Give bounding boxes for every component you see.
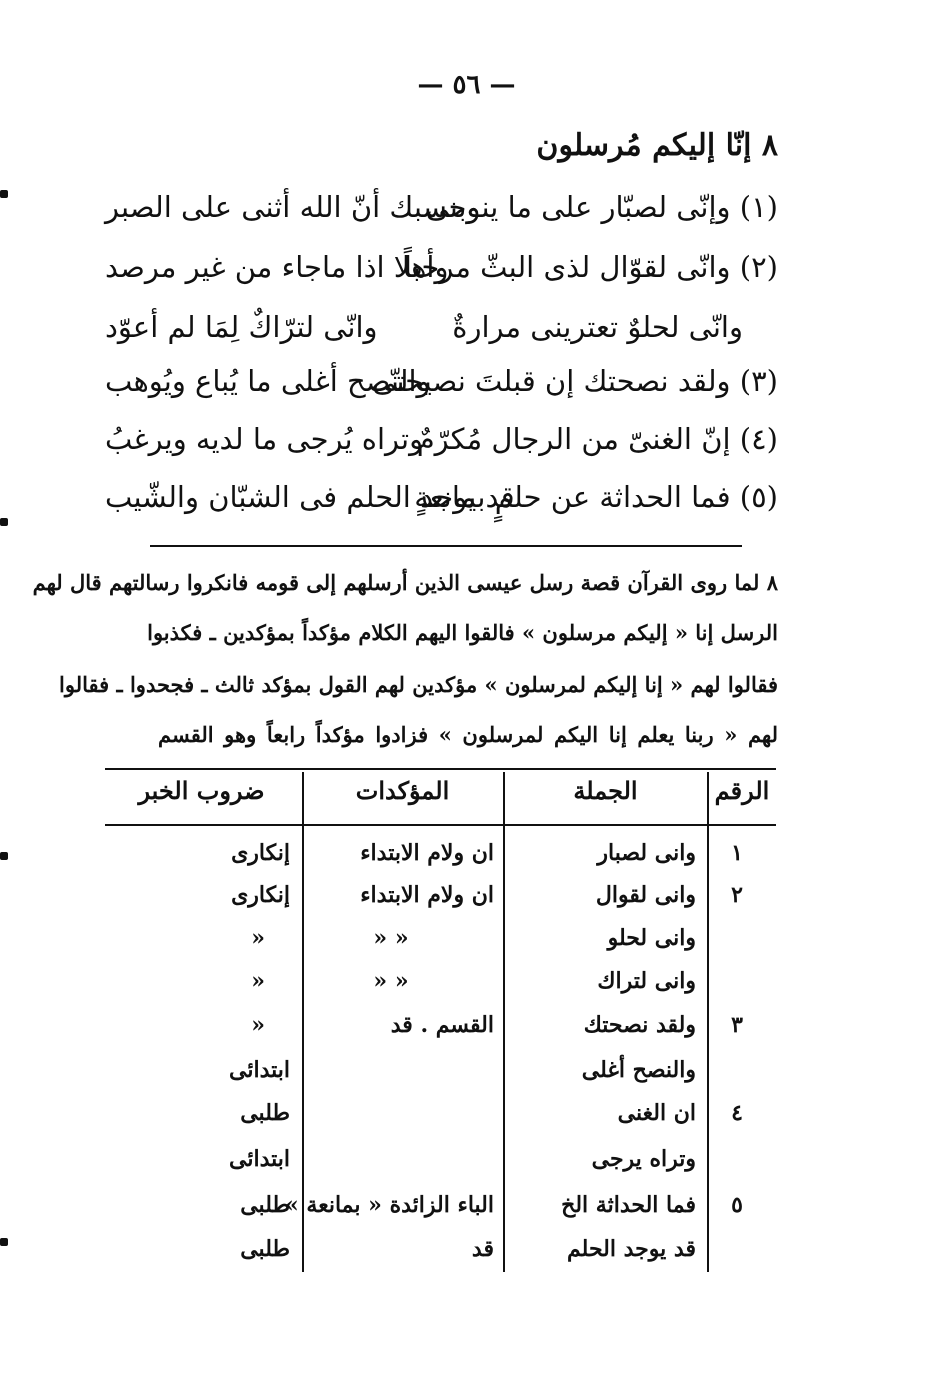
row-sentence: وانى لتراك	[597, 968, 696, 994]
page-edge-mark	[0, 852, 8, 860]
row-type: إنكارى	[231, 882, 290, 908]
row-type: «	[251, 968, 265, 994]
row-num: ٥	[731, 1192, 743, 1218]
poem-line-right: وانّى لحلوٌ تعترينى مرارةٌ	[452, 310, 743, 344]
row-emphasis: « «	[373, 925, 409, 951]
poem-line-right: (١) وإنّى لصبّار على ما ينوبنى	[425, 190, 778, 224]
poem-line-left: والنّصح أغلى ما يُباع ويُوهب	[105, 364, 431, 398]
row-sentence: ولقد نصحتك	[583, 1012, 696, 1038]
row-emphasis: الباء الزائدة « بمانعة »	[285, 1192, 494, 1218]
row-sentence: وانى لقوال	[595, 882, 696, 908]
header-emphasis: المؤكدات	[355, 776, 450, 805]
poem-line-right: (٤) إنّ الغنىّ من الرجال مُكرّمٌ	[416, 422, 778, 456]
header-sentence: الجملة	[573, 776, 638, 805]
row-emphasis: القسم . قد	[390, 1012, 494, 1038]
row-type: طلبى	[240, 1236, 290, 1262]
note-line: الرسل إنا « إليكم مرسلون » فالقوا اليهم الكلام مؤكداً بمؤكدين ـ فكذبوا	[147, 620, 778, 645]
row-type: ابتدائى	[229, 1146, 290, 1172]
row-emphasis: قد	[471, 1236, 494, 1262]
row-emphasis: « «	[373, 968, 409, 994]
poem-line-left: وانّى لترّاكٌ لِمَا لم أعوّد	[105, 310, 378, 344]
section-heading: ٨ إنّا إليكم مُرسلون	[536, 128, 778, 163]
row-num: ٢	[731, 882, 743, 908]
row-type: طلبى	[240, 1192, 290, 1218]
row-sentence: فما الحداثة الخ	[561, 1192, 696, 1218]
row-emphasis: ان ولام الابتداء	[360, 840, 494, 866]
note-line: لهم « ربنا يعلم إنا اليكم لمرسلون » فزادوا مؤكداً رابعاً وهو القسم	[158, 722, 778, 747]
poem-line-left: وحسبك أنّ الله أثنى على الصبر	[105, 190, 481, 224]
row-type: ابتدائى	[229, 1057, 290, 1083]
row-sentence: ان الغنى	[617, 1100, 696, 1126]
poem-line-right: (٣) ولقد نصحتك إن قبلتَ نصيحتى	[372, 364, 778, 398]
page-edge-mark	[0, 190, 8, 198]
page-edge-mark	[0, 518, 8, 526]
row-sentence: وانى لصبار	[597, 840, 696, 866]
header-num: الرقم	[714, 776, 770, 805]
column-divider	[707, 772, 709, 1272]
page-edge-mark	[0, 1238, 8, 1246]
header-type: ضروب الخبر	[138, 776, 265, 805]
poem-line-right: (٢) وانّى لقوّال لذى البثّ مرحباً	[403, 250, 778, 284]
footnote-divider	[150, 545, 742, 547]
poem-line-left: وأهلا اذا ماجاء من غير مرصد	[105, 250, 449, 284]
note-line: فقالوا لهم « إنا إليكم لمرسلون » مؤكدين لهم القول بمؤكد ثالث ـ فجحدوا ـ فقالوا	[59, 672, 778, 697]
poem-line-right: (٥) فما الحداثة عن حلمٍ بمانعةٍ	[414, 480, 778, 514]
table-top-rule	[105, 768, 776, 770]
row-sentence: والنصح أغلى	[581, 1057, 696, 1083]
poem-line-left: وتراه يُرجى ما لديه ويرغبُ	[105, 422, 424, 456]
page-number: — ٥٦ —	[417, 70, 516, 100]
row-num: ٤	[731, 1100, 743, 1126]
row-sentence: وتراه يرجى	[591, 1146, 696, 1172]
row-sentence: قد يوجد الحلم	[567, 1236, 696, 1262]
row-num: ٣	[731, 1012, 743, 1038]
row-type: طلبى	[240, 1100, 290, 1126]
row-num: ١	[731, 840, 743, 866]
row-emphasis: ان ولام الابتداء	[360, 882, 494, 908]
table-header-rule	[105, 824, 776, 826]
column-divider	[503, 772, 505, 1272]
row-type: «	[251, 925, 265, 951]
row-type: إنكارى	[231, 840, 290, 866]
row-type: «	[251, 1012, 265, 1038]
note-line: ٨ لما روى القرآن قصة رسل عيسى الذين أرسلهم إلى قومه فانكروا رسالتهم قال لهم	[32, 570, 778, 595]
row-sentence: وانى لحلو	[607, 925, 696, 951]
poem-line-left: قد يوجد الحلم فى الشبّان والشّيب	[105, 480, 515, 514]
